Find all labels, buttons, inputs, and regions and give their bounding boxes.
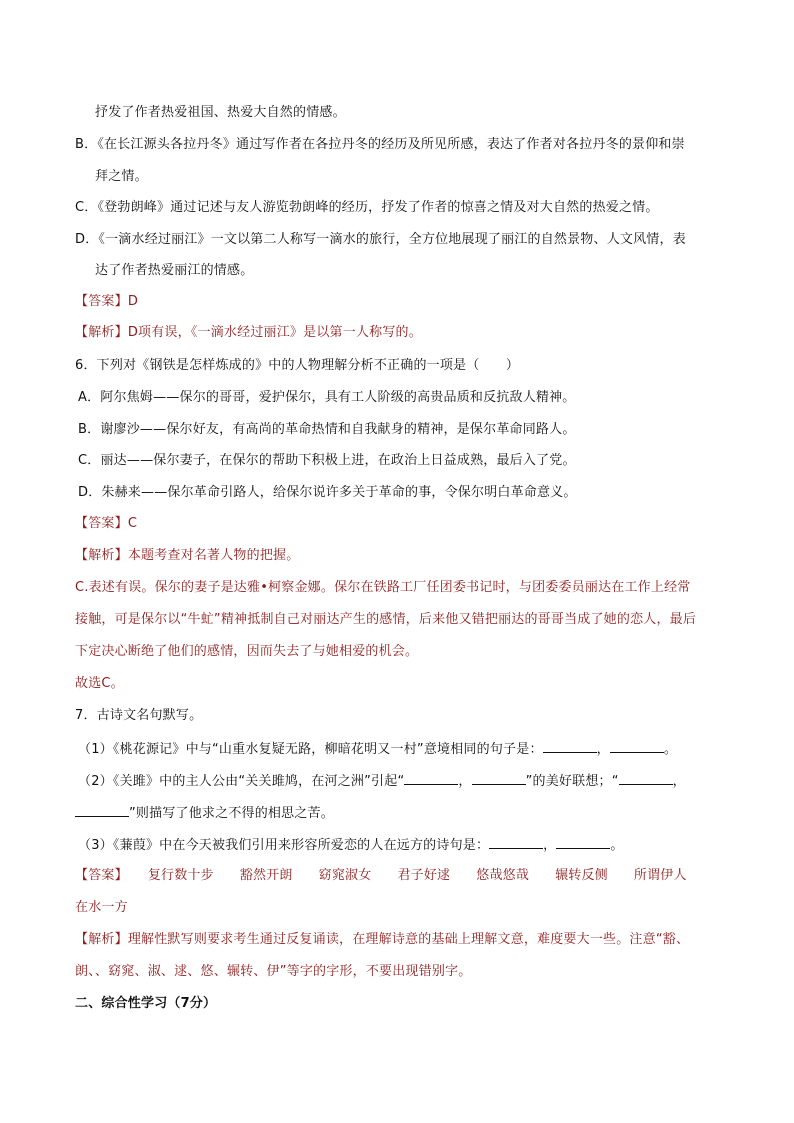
answer-tag: 【答案】 [75,868,128,883]
answer-item: 窈窕淑女 [318,868,372,883]
q7-analysis [75,932,689,948]
q7-item2-continuation [75,804,334,822]
q6-explanation-line1: C.表述有误。保尔的妻子是达雅•柯察金娜。保尔在铁路工厂任团委书记时，与团委委员丽达在工作上经常 [75,580,691,595]
end-mark: 。 [610,838,624,853]
q5-option-d-line1: D．《一滴水经过丽江》一文以第二人称写一滴水的旅行，全方位地展现了丽江的自然景物、人文风情，表 [75,232,686,247]
q7-item3 [78,836,624,854]
q6-option-a: A．阿尔焦姆——保尔的哥哥，爱护保尔，具有工人阶级的高贵品质和反抗敌人精神。 [78,390,576,405]
separator: ， [458,774,472,789]
analysis-tag: 【解析】 [75,548,128,563]
q5-option-d-line2: 达了作者热爱丽江的情感。 [95,263,254,278]
separator: ， [596,742,610,757]
q6-option-d: D．朱赫来——保尔革命引路人，给保尔说许多关于革命的事，令保尔明白革命意义。 [78,485,577,500]
analysis-tag: 【解析】 [75,325,128,340]
q5-option-b-line1: B．《在长江源头各拉丹冬》通过写作者在各拉丹冬的经历及所见所感，表达了作者对各拉丹冬的景仰和崇 [75,137,685,152]
q7-item2-cont: ”则描写了他求之不得的相思之苦。 [129,806,334,821]
answer-item: 辗转反侧 [555,868,608,883]
analysis-tag: 【解析】 [75,932,128,947]
q6-option-c: C．丽达——保尔妻子，在保尔的帮助下积极上进，在政治上日益成熟，最后入了党。 [78,453,576,468]
q5-option-c: C．《登勃朗峰》通过记述与友人游览勃朗峰的经历，抒发了作者的惊喜之情及对大自然的热爱之情。 [75,200,659,215]
q5-option-b-line2: 拜之情。 [95,169,148,184]
q6-stem: 6．下列对《钢铁是怎样炼成的》中的人物理解分析不正确的一项是（ ） [75,358,520,373]
q6-explanation-line2: 接触，可是保尔以“牛虻”精神抵制自己对丽达产生的感情，后来他又错把丽达的哥哥当成了她的恋人，最后 [75,612,697,627]
section-heading: 二、综合性学习（7分） [75,996,217,1011]
answer-item: 悠哉悠哉 [476,868,530,883]
fill-blank [472,772,526,785]
q7-item2 [78,772,686,790]
q7-answer-continuation: 在水一方 [75,900,128,915]
answer-tag: 【答案】 [75,294,128,309]
q6-answer [75,516,137,532]
answer-value: D [127,294,139,309]
separator: ， [672,774,686,789]
answer-value: C [127,516,138,531]
analysis-text: 本题考查对名著人物的把握。 [127,548,300,563]
fill-blank [543,740,597,753]
q5-analysis [75,325,422,341]
answer-item: 复行数十步 [147,868,214,883]
q7-stem: 7．古诗文名句默写。 [75,708,203,723]
q6-explanation-line3: 下定决心断绝了他们的感情，因而失去了与她相爱的机会。 [75,644,419,659]
q7-item3-text: （3）《蒹葭》中在今天被我们引用来形容所爱恋的人在远方的诗句是： [78,838,490,853]
q7-item1-text: （1）《桃花源记》中与“山重水复疑无路，柳暗花明又一村”意境相同的句子是： [78,742,543,757]
fill-blank [489,836,543,849]
answer-item: 所谓伊人 [633,868,687,883]
analysis-text: D项有误，《一滴水经过丽江》是以第一人称写的。 [127,325,422,340]
end-mark: 。 [663,742,678,757]
answer-item: 豁然开朗 [239,868,293,883]
fill-blank [556,836,610,849]
fill-blank [610,740,664,753]
q5-answer [75,294,138,310]
q7-item1 [78,740,677,758]
q6-conclusion: 故选C。 [75,676,124,691]
analysis-text: 理解性默写则要求考生通过反复诵读，在理解诗意的基础上理解文意，难度要大一些。注意“豁、 [127,932,690,947]
q7-analysis-line2: 朗、、窈窕、淑、逑、悠、辗转、伊”等字的字形，不要出现错别字。 [75,964,472,979]
answer-tag: 【答案】 [75,516,128,531]
fill-blank [404,772,458,785]
answer-item: 君子好逑 [397,868,451,883]
q7-item2-text: （2）《关雎》中的主人公由“关关雎鸠，在河之洲”引起“ [78,774,405,789]
q6-analysis [75,548,299,564]
q7-answer [75,868,687,884]
separator: ， [543,838,557,853]
fill-blank [75,804,129,817]
q5-option-a-continuation: 抒发了作者热爱祖国、热爱大自然的情感。 [95,105,346,120]
q7-item2-mid: ”的美好联想；“ [525,774,619,789]
q6-option-b: B．谢廖沙——保尔好友，有高尚的革命热情和自我献身的精神，是保尔革命同路人。 [78,422,576,437]
fill-blank [619,772,673,785]
